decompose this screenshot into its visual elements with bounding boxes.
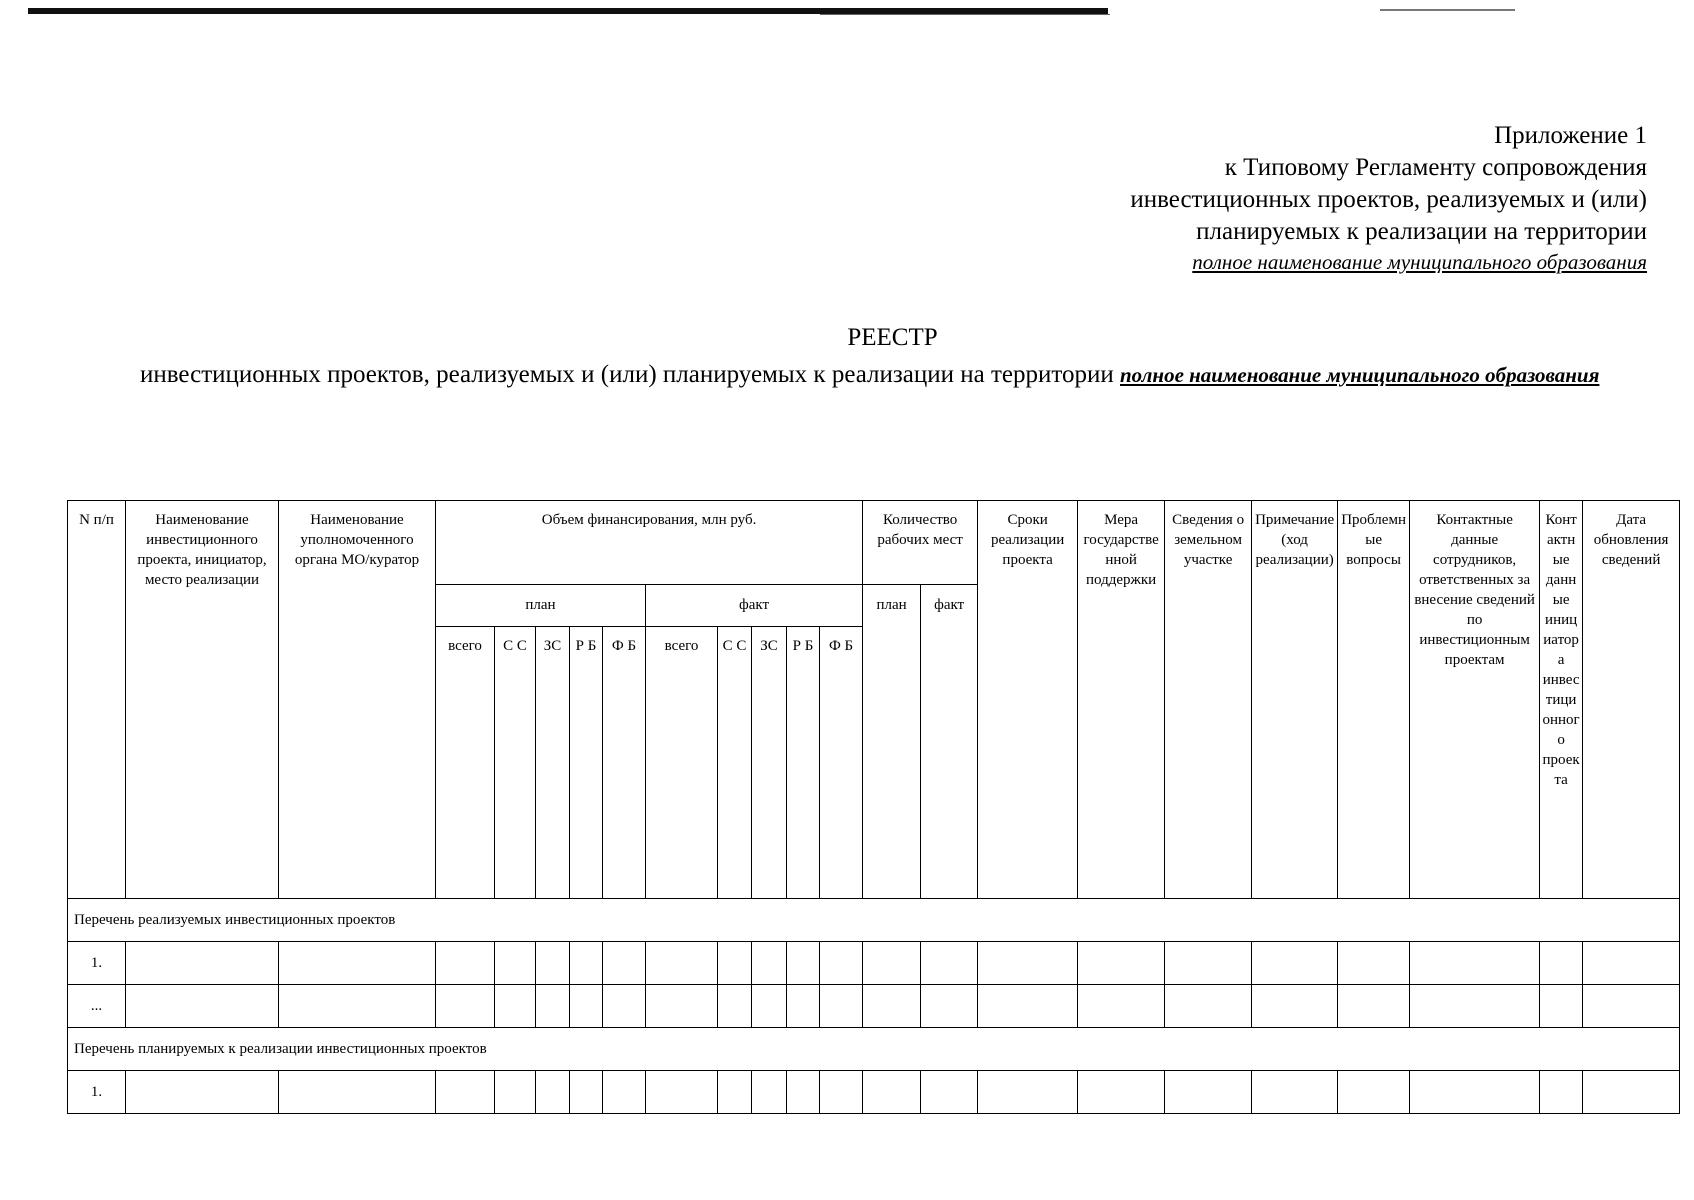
header-fact-total: всего (646, 627, 718, 899)
row-number: 1. (68, 942, 126, 985)
table-row (68, 1071, 1680, 1114)
header-initiator-contacts: Контактные данные инициатора инвестиционного проекта (1540, 501, 1583, 899)
header-jobs-plan: план (863, 585, 921, 899)
table-row (68, 942, 1680, 985)
section-planned: Перечень планируемых к реализации инвестиционных проектов (68, 1028, 1680, 1071)
header-land: Сведения о земельном участке (1165, 501, 1252, 899)
header-funding-fact: факт (646, 585, 863, 627)
header-num: N п/п (68, 501, 126, 899)
document-title: РЕЕСТР (847, 324, 938, 351)
header-plan-rb: Р Б (570, 627, 603, 899)
subtitle-municipality: полное наименование муниципального образования (1119, 363, 1600, 387)
header-funding-plan: план (436, 585, 646, 627)
appendix-line-2: к Типовому Регламенту сопровождения (1224, 154, 1647, 181)
header-plan-zs: ЗС (536, 627, 570, 899)
header-fact-fb: Ф Б (820, 627, 863, 899)
appendix-block (1130, 120, 1647, 276)
header-contacts: Контактные данные сотрудников, ответственных за внесение сведений по инвестиционным проектам (1410, 501, 1540, 899)
subtitle-text: инвестиционных проектов, реализуемых и (или) планируемых к реализации на территории (140, 361, 1114, 388)
header-problems: Проблемные вопросы (1338, 501, 1410, 899)
appendix-municipality: полное наименование муниципального образования (1192, 250, 1647, 274)
header-updated: Дата обновления сведений (1583, 501, 1680, 899)
header-fact-zs: ЗС (752, 627, 787, 899)
section-implemented: Перечень реализуемых инвестиционных проектов (68, 899, 1680, 942)
appendix-line-3: инвестиционных проектов, реализуемых и (или) (1130, 186, 1647, 213)
header-fact-ss: С С (718, 627, 752, 899)
header-jobs-fact: факт (921, 585, 978, 899)
header-plan-fb: Ф Б (603, 627, 646, 899)
header-funding: Объем финансирования, млн руб. (436, 501, 863, 585)
appendix-line-1: Приложение 1 (1494, 122, 1647, 149)
header-terms: Сроки реализации проекта (978, 501, 1078, 899)
scan-artifact-line-right (1380, 9, 1515, 11)
table-row (68, 985, 1680, 1028)
header-plan-ss: С С (495, 627, 536, 899)
header-support: Мера государственной поддержки (1078, 501, 1165, 899)
header-jobs: Количество рабочих мест (863, 501, 978, 585)
scan-artifact-line (820, 14, 1110, 15)
header-fact-rb: Р Б (787, 627, 820, 899)
header-plan-total: всего (436, 627, 495, 899)
row-number: 1. (68, 1071, 126, 1114)
document-subtitle (140, 360, 1640, 390)
header-note: Примечание (ход реализации) (1252, 501, 1338, 899)
appendix-line-4: планируемых к реализации на территории (1196, 218, 1647, 245)
header-authority: Наименование уполномоченного органа МО/куратор (279, 501, 436, 899)
row-number: ... (68, 985, 126, 1028)
header-project: Наименование инвестиционного проекта, инициатор, место реализации (126, 501, 279, 899)
registry-table (67, 500, 1680, 1114)
